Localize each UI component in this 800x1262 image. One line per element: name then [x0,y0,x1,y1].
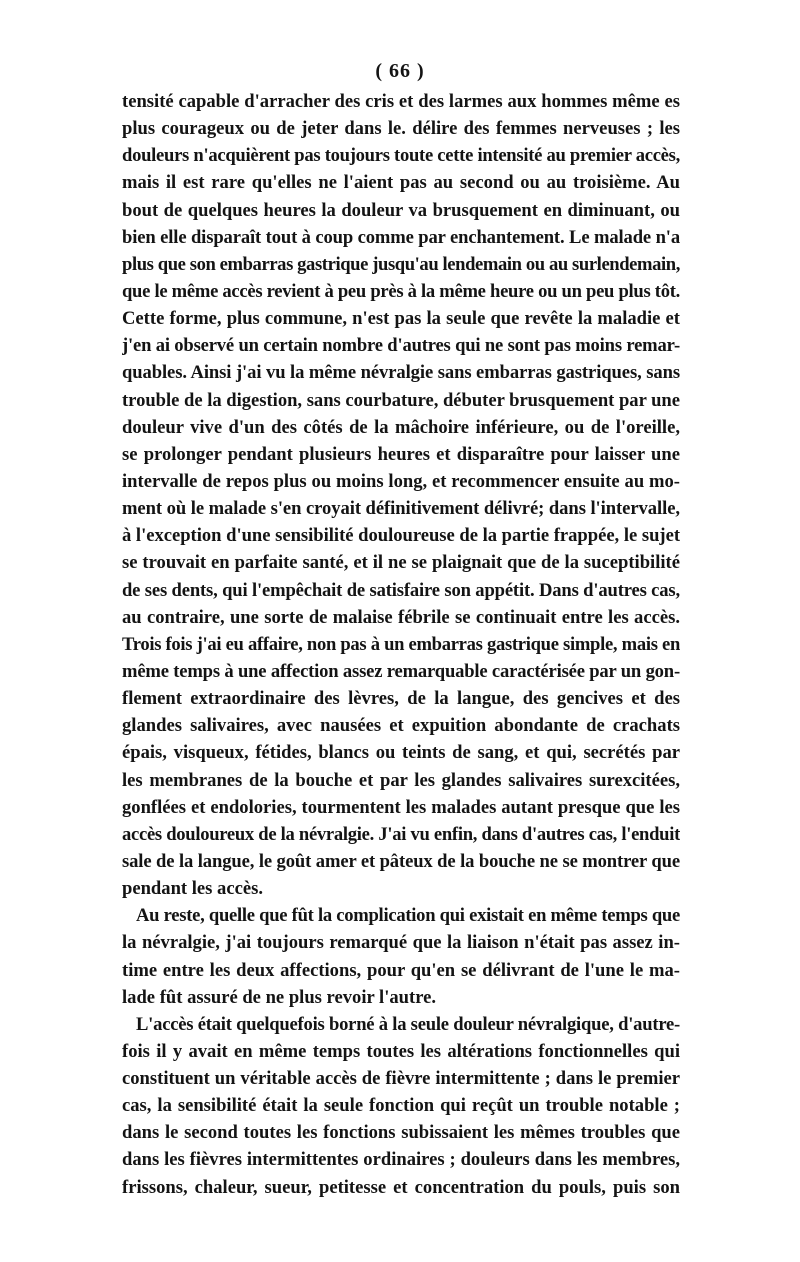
text-line: fois il y avait en même temps toutes les altérations fonctionnelles qui [122,1040,680,1062]
text-line: L'accès était quelquefois borné à la seule douleur névralgique, d'autre- [136,1013,680,1035]
text-line: les membranes de la bouche et par les glandes salivaires surexcitées, [122,769,680,791]
text-line: pendant les accès. [122,878,263,900]
text-line: se prolonger pendant plusieurs heures et disparaître pour laisser une [122,443,680,465]
paragraph [122,88,680,902]
text-line: plus que son embarras gastrique jusqu'au lendemain ou au surlendemain, [122,253,680,275]
text-line: Trois fois j'ai eu affaire, non pas à un embarras gastrique simple, mais en [122,633,680,655]
text-line: accès douloureux de la névralgie. J'ai vu enfin, dans d'autres cas, l'enduit [122,823,680,845]
text-line: sale de la langue, le goût amer et pâteux de la bouche ne se montrer que [122,850,680,872]
page-number: ( 66 ) [375,60,425,82]
text-line: quables. Ainsi j'ai vu la même névralgie sans embarras gastriques, sans [122,362,680,384]
text-line: flement extraordinaire des lèvres, de la langue, des gencives et des [122,688,680,710]
text-line: douleurs n'acquièrent pas toujours toute cette intensité au premier accès, [122,145,680,167]
paragraph [122,1011,680,1201]
text-line: j'en ai observé un certain nombre d'autres qui ne sont pas moins remar- [122,335,680,357]
text-line: trouble de la digestion, sans courbature, débuter brusquement par une [122,389,680,411]
paragraph [122,902,680,1011]
text-line: bout de quelques heures la douleur va brusquement en diminuant, ou [122,199,680,221]
text-line: au contraire, une sorte de malaise fébrile se continuait entre les accès. [122,606,680,628]
text-line: frissons, chaleur, sueur, petitesse et concentration du pouls, puis son [122,1176,680,1198]
text-line: bien elle disparaît tout à coup comme par enchantement. Le malade n'a [122,226,680,248]
body-text [122,88,680,1201]
text-line: épais, visqueux, fétides, blancs ou teints de sang, et qui, secrétés par [122,742,680,764]
text-line: dans le second toutes les fonctions subissaient les mêmes troubles que [122,1122,680,1144]
text-line: mais il est rare qu'elles ne l'aient pas au second ou au troisième. Au [122,172,680,194]
text-line: douleur vive d'un des côtés de la mâchoire inférieure, ou de l'oreille, [122,416,680,438]
text-line: constituent un véritable accès de fièvre intermittente ; dans le premier [122,1068,680,1090]
text-line: tensité capable d'arracher des cris et des larmes aux hommes même es [122,91,680,112]
text-line: gonflées et endolories, tourmentent les malades autant presque que les [122,796,680,818]
text-line: se trouvait en parfaite santé, et il ne se plaignait que de la suceptibilité [122,552,680,574]
text-line: dans les fièvres intermittentes ordinaires ; douleurs dans les membres, [122,1149,680,1171]
text-line: time entre les deux affections, pour qu'en se délivrant de l'une le ma- [122,959,680,981]
text-line: intervalle de repos plus ou moins long, et recommencer ensuite au mo- [122,470,680,492]
text-line: glandes salivaires, avec nausées et expuition abondante de crachats [122,715,680,737]
text-line: cas, la sensibilité était la seule fonction qui reçût un trouble notable ; [122,1095,680,1117]
text-line: Cette forme, plus commune, n'est pas la seule que revête la maladie et [122,308,680,330]
text-line: ment où le malade s'en croyait définitivement délivré; dans l'intervalle, [122,498,680,520]
text-line: Au reste, quelle que fût la complication qui existait en même temps que [136,905,680,927]
text-line: plus courageux ou de jeter dans le. délire des femmes nerveuses ; les [122,118,680,140]
text-line: la névralgie, j'ai toujours remarqué que la liaison n'était pas assez in- [122,932,680,954]
text-line: que le même accès revient à peu près à la même heure ou un peu plus tôt. [122,280,680,302]
text-line: lade fût assuré de ne plus revoir l'autre. [122,986,437,1008]
text-line: même temps à une affection assez remarquable caractérisée par un gon- [122,660,680,682]
text-line: à l'exception d'une sensibilité douloureuse de la partie frappée, le sujet [122,525,680,547]
text-line: de ses dents, qui l'empêchait de satisfaire son appétit. Dans d'autres cas, [122,579,680,601]
